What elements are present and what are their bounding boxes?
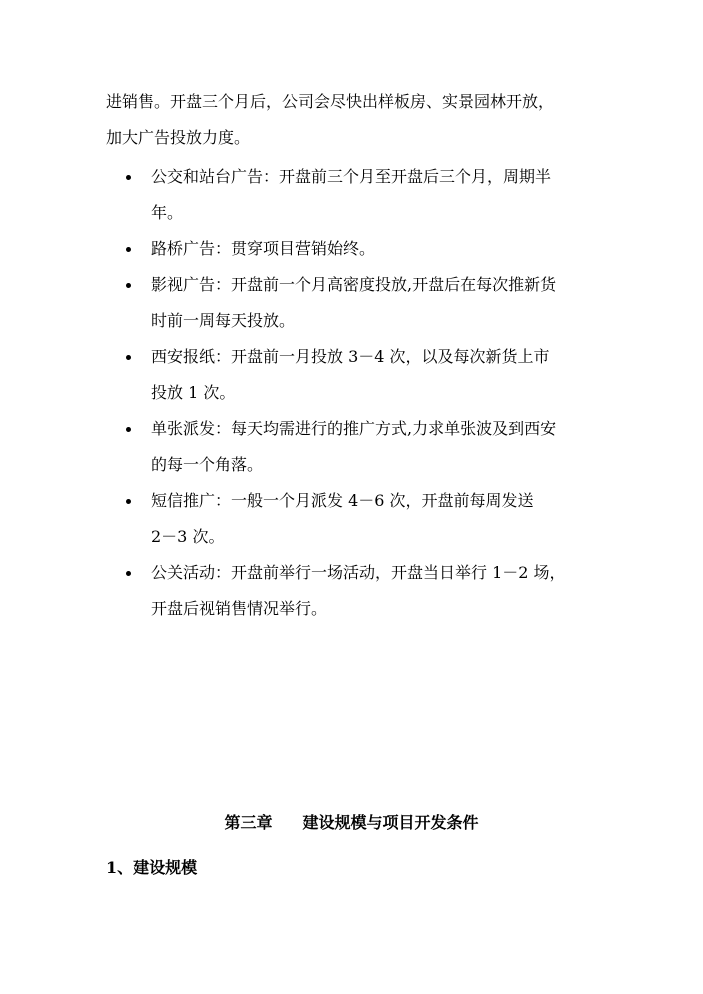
list-item-line: 2－3 次。 (151, 527, 225, 546)
intro-line: 进销售。开盘三个月后，公司会尽快出样板房、实景园林开放， (106, 92, 555, 111)
list-item-line: 年。 (151, 203, 184, 222)
bullet-list (124, 159, 604, 627)
list-item (124, 483, 604, 555)
intro-line: 加大广告投放力度。 (106, 128, 251, 147)
list-item-line: 短信推广：一般一个月派发 4－6 次，开盘前每周发送 (151, 491, 534, 510)
list-item (124, 231, 604, 267)
list-item-text (151, 267, 604, 339)
list-item-text (151, 231, 604, 267)
bullet-icon (126, 571, 131, 576)
list-item-line: 公关活动：开盘前举行一场活动，开盘当日举行 1－2 场， (151, 563, 566, 582)
list-item-line: 路桥广告：贯穿项目营销始终。 (151, 239, 376, 258)
bullet-icon (126, 175, 131, 180)
list-item-text (151, 483, 604, 555)
list-item-text (151, 411, 604, 483)
list-item-line: 开盘后视销售情况举行。 (151, 599, 328, 618)
list-item-line: 公交和站台广告：开盘前三个月至开盘后三个月，周期半 (151, 167, 552, 186)
list-item-line: 的每一个角落。 (151, 455, 264, 474)
chapter-title: 建设规模与项目开发条件 (302, 813, 479, 832)
list-item (124, 411, 604, 483)
list-item (124, 267, 604, 339)
list-item-text (151, 555, 604, 627)
bullet-icon (126, 355, 131, 360)
list-item-line: 影视广告：开盘前一个月高密度投放,开盘后在每次推新货 (151, 275, 557, 294)
list-item-line: 时前一周每天投放。 (151, 311, 296, 330)
bullet-icon (126, 427, 131, 432)
chapter-heading (0, 808, 703, 838)
bullet-icon (126, 499, 131, 504)
list-item-line: 单张派发：每天均需进行的推广方式,力求单张波及到西安 (151, 419, 557, 438)
list-item (124, 339, 604, 411)
intro-paragraph (106, 84, 606, 156)
list-item-text (151, 159, 604, 231)
list-item (124, 555, 604, 627)
list-item-line: 西安报纸：开盘前一月投放 3－4 次，以及每次新货上市 (151, 347, 550, 366)
section-heading: 1、建设规模 (106, 858, 198, 877)
list-item (124, 159, 604, 231)
list-item-text (151, 339, 604, 411)
list-item-line: 投放 1 次。 (151, 383, 236, 402)
bullet-icon (126, 283, 131, 288)
chapter-number: 第三章 (224, 813, 273, 832)
bullet-icon (126, 247, 131, 252)
